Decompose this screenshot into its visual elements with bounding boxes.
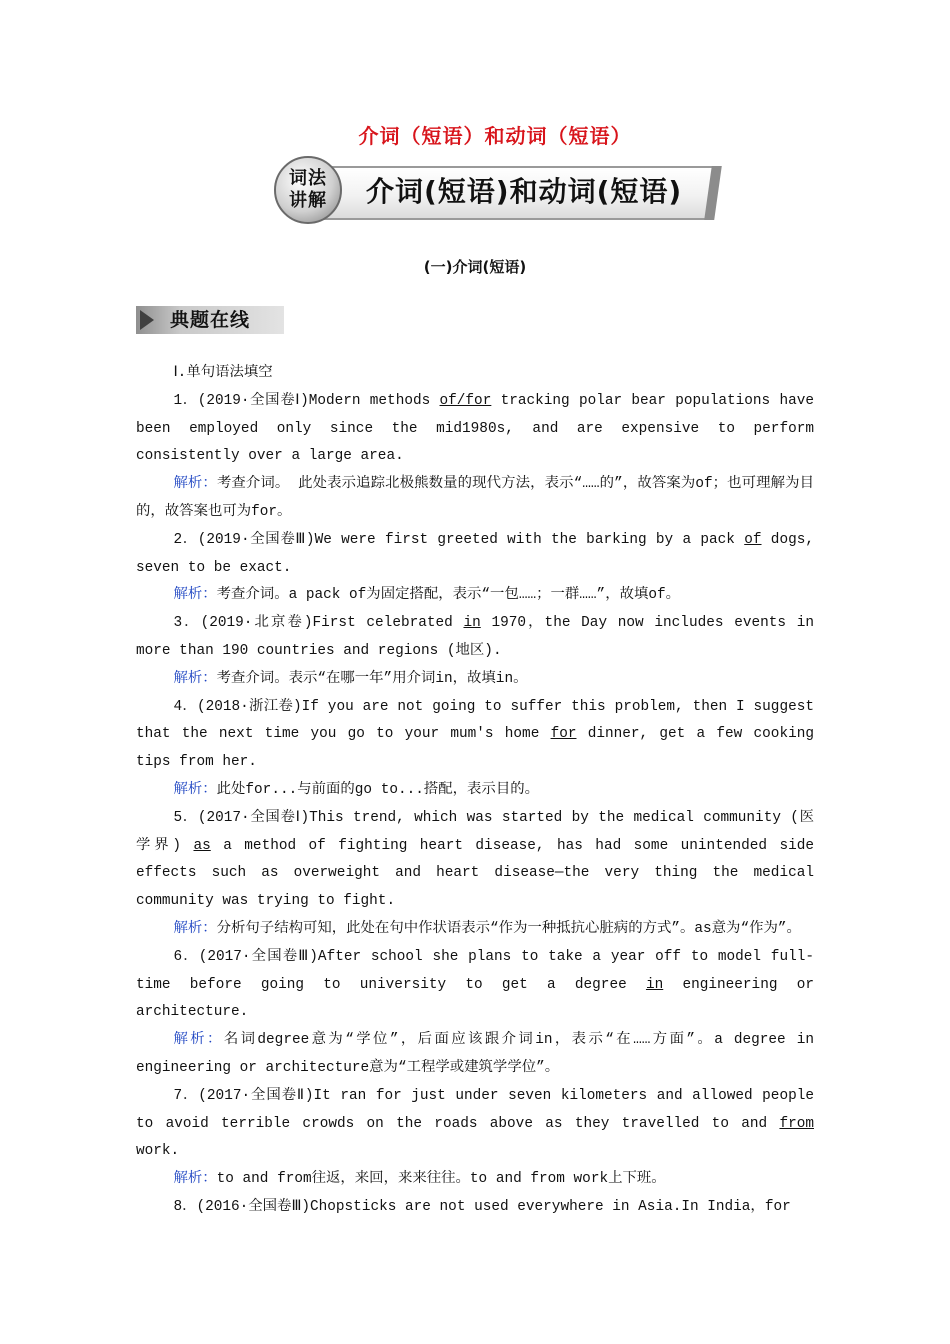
question-item xyxy=(136,527,814,583)
analysis-label: 解析： xyxy=(173,476,217,493)
subheading: (一)介词(短语) xyxy=(423,258,527,276)
answer-blank: in xyxy=(645,976,664,993)
analysis-text: 此处for...与前面的go to...搭配，表示目的。 xyxy=(216,781,539,798)
question-item xyxy=(136,805,814,916)
question-text: dinner, get a few cooking tips from her. xyxy=(136,726,814,771)
analysis-label: 解析： xyxy=(173,1171,217,1188)
section-banner xyxy=(274,156,724,228)
answer-blank: in xyxy=(463,615,481,632)
question-text: 5．(2017·全国卷Ⅰ)This trend, which was started by the medical community (医学界) xyxy=(136,809,814,854)
question-item: 8．(2016·全国卷Ⅲ)Chopsticks are not used everywhere in Asia.In India，for xyxy=(173,1198,791,1215)
exercise-body xyxy=(136,360,814,1222)
question-text: tracking polar bear populations have been employed only since the mid1980s, and are expensive to perform consistently over a large area. xyxy=(136,392,814,465)
banner-badge xyxy=(274,156,342,224)
analysis-text: 考查介词。表示“在哪一年”用介词in，故填in。 xyxy=(216,670,528,687)
analysis-label: 解析： xyxy=(173,670,217,687)
question-item xyxy=(136,610,814,666)
question-text: a method of fighting heart disease, has had some unintended side effects such as overweight and heart disease—the very thing the medical community was trying to fight. xyxy=(136,837,814,910)
analysis xyxy=(136,1166,814,1194)
answer-blank: from xyxy=(779,1115,814,1132)
analysis-label: 解析： xyxy=(173,781,217,798)
badge-line-1: 词法 xyxy=(289,168,327,189)
answer-blank: as xyxy=(193,837,211,854)
analysis-text: 考查介词。a pack of为固定搭配，表示“一包……；一群……”，故填of。 xyxy=(216,587,681,604)
question-text: work. xyxy=(136,1143,180,1160)
analysis-label: 解析： xyxy=(173,587,217,604)
question-item xyxy=(136,388,814,471)
analysis-label: 解析： xyxy=(173,1032,224,1049)
part-label: Ⅰ.单句语法填空 xyxy=(173,365,273,381)
badge-line-2: 讲解 xyxy=(289,190,327,211)
question-text: 3．(2019·北京卷)First celebrated xyxy=(173,615,464,632)
analysis xyxy=(136,777,814,805)
answer-blank: of/for xyxy=(439,392,492,409)
question-text: engineering or architecture. xyxy=(136,976,814,1021)
section-tag xyxy=(136,306,284,334)
analysis xyxy=(136,471,814,527)
banner-title: 介词(短语)和动词(短语) xyxy=(366,175,683,208)
answer-blank: of xyxy=(744,531,762,548)
arrow-icon xyxy=(140,310,154,330)
section-tag-label: 典题在线 xyxy=(170,309,251,331)
question-text: 4．(2018·浙江卷)If you are not going to suffer this problem, then I suggest that the next time you go to your mum's home xyxy=(136,698,814,743)
analysis-text: 考查介词。 此处表示追踪北极熊数量的现代方法，表示“……的”，故答案为of；也可理解为目的，故答案也可为for。 xyxy=(136,476,814,520)
analysis xyxy=(136,1027,814,1083)
question-text: dogs, seven to be exact. xyxy=(136,531,814,576)
analysis xyxy=(136,666,814,694)
answer-blank: for xyxy=(550,726,577,743)
question-item xyxy=(136,944,814,1027)
analysis-label: 解析： xyxy=(173,920,217,937)
question-text: 1970，the Day now includes events in more than 190 countries and regions (地区). xyxy=(136,615,814,659)
analysis-text: 名词degree意为“学位”，后面应该跟介词in，表示“在……方面”。a degree in engineering or architecture意为“工程学或建筑学学位”。 xyxy=(136,1032,814,1076)
question-item xyxy=(136,1083,814,1166)
question-text: 1．(2019·全国卷Ⅰ)Modern methods xyxy=(173,392,440,409)
question-item xyxy=(136,694,814,777)
analysis xyxy=(136,582,814,610)
page-title: 介词（短语）和动词（短语） xyxy=(358,124,632,148)
question-text: 6．(2017·全国卷Ⅲ)After school she plans to take a year off to model full-time before going to university to get a degree xyxy=(136,948,814,993)
analysis-text: 分析句子结构可知，此处在句中作状语表示“作为一种抵抗心脏病的方式”。as意为“作为”。 xyxy=(216,920,801,937)
analysis-text: to and from往返，来回，来来往往。to and from work上下班。 xyxy=(216,1171,666,1188)
question-text: 2．(2019·全国卷Ⅲ)We were first greeted with the barking by a pack xyxy=(173,531,745,548)
analysis xyxy=(136,916,814,944)
question-text: 7．(2017·全国卷Ⅱ)It ran for just under seven kilometers and allowed people to avoid terrible crowds on the roads above as they travelled to and xyxy=(136,1087,814,1132)
